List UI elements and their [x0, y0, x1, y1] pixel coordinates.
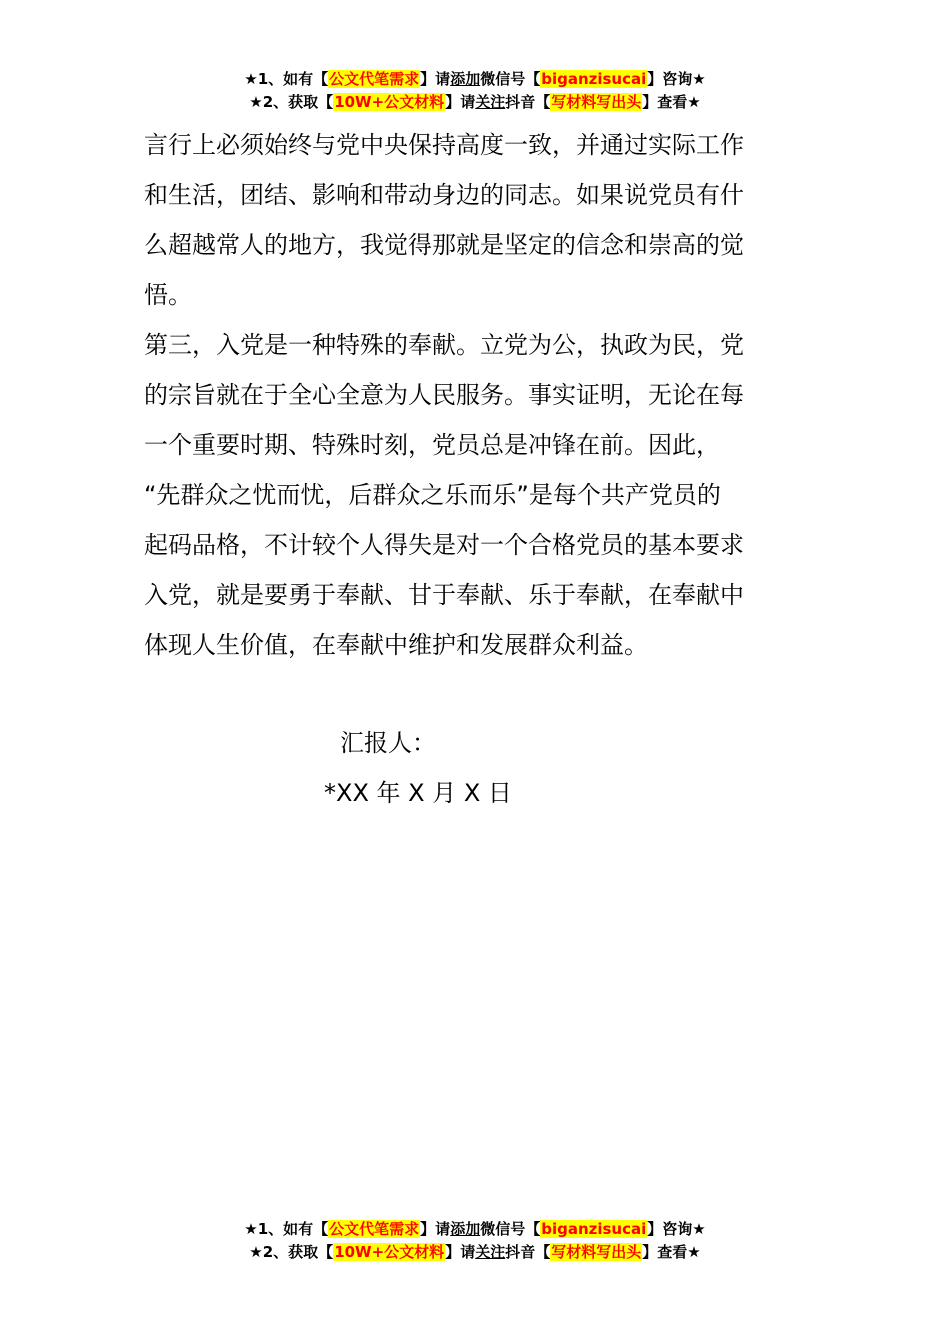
banner-line-1: [0, 1218, 950, 1241]
banner-highlight: 10W+公文材料: [334, 93, 445, 111]
banner-text: 】请: [445, 93, 476, 111]
body-line: 的宗旨就在于全心全意为人民服务。事实证明，无论在每: [144, 381, 744, 409]
banner-text: 】咨询★: [647, 1220, 706, 1238]
banner-underlined: 添加: [450, 1220, 481, 1238]
banner-highlight: 写材料写出头: [551, 1243, 642, 1261]
body-line: 体现人生价值，在奉献中维护和发展群众利益。: [144, 631, 648, 659]
body-line: 起码品格，不计较个人得失是对一个合格党员的基本要求: [144, 531, 744, 559]
banner-text: 抖音【: [505, 1243, 551, 1261]
banner-text: ★1、如有【: [244, 70, 329, 88]
banner-text: 】请: [420, 70, 451, 88]
report-date: *XX 年 X 月 X 日: [324, 779, 512, 807]
banner-highlight: 写材料写出头: [551, 93, 642, 111]
body-line: “先群众之忧而忧，后群众之乐而乐”是每个共产党员的: [144, 481, 721, 509]
banner-text: 】咨询★: [647, 70, 706, 88]
banner-text: 微信号【: [480, 1220, 541, 1238]
banner-text: ★2、获取【: [249, 93, 334, 111]
banner-underlined: 关注: [475, 93, 506, 111]
body-line: 第三，入党是一种特殊的奉献。立党为公，执政为民，党: [144, 331, 744, 359]
document-body: [144, 120, 808, 670]
banner-text: 】查看★: [642, 93, 701, 111]
banner-highlight: 10W+公文材料: [334, 1243, 445, 1261]
body-line: 一个重要时期、特殊时刻，党员总是冲锋在前。因此，: [144, 431, 720, 459]
body-line: 入党，就是要勇于奉献、甘于奉献、乐于奉献，在奉献中: [144, 581, 744, 609]
banner-underlined: 添加: [450, 70, 481, 88]
footer-banner: [0, 1218, 950, 1264]
body-line: 和生活，团结、影响和带动身边的同志。如果说党员有什: [144, 181, 744, 209]
body-line: 悟。: [144, 281, 192, 309]
banner-text: 抖音【: [505, 93, 551, 111]
banner-line-1: [0, 68, 950, 91]
banner-text: ★2、获取【: [249, 1243, 334, 1261]
body-line: 么超越常人的地方，我觉得那就是坚定的信念和崇高的觉: [144, 231, 744, 259]
reporter-label: 汇报人：: [340, 729, 436, 757]
banner-highlight: 公文代笔需求: [329, 70, 420, 88]
banner-text: 微信号【: [480, 70, 541, 88]
header-banner: [0, 68, 950, 114]
banner-highlight: biganzisucai: [541, 70, 647, 88]
banner-text: ★1、如有【: [244, 1220, 329, 1238]
banner-line-2: [0, 91, 950, 114]
banner-line-2: [0, 1241, 950, 1264]
body-line: 言行上必须始终与党中央保持高度一致，并通过实际工作: [144, 131, 744, 159]
banner-highlight: biganzisucai: [541, 1220, 647, 1238]
banner-underlined: 关注: [475, 1243, 506, 1261]
banner-text: 】请: [445, 1243, 476, 1261]
banner-text: 】查看★: [642, 1243, 701, 1261]
banner-text: 】请: [420, 1220, 451, 1238]
banner-highlight: 公文代笔需求: [329, 1220, 420, 1238]
